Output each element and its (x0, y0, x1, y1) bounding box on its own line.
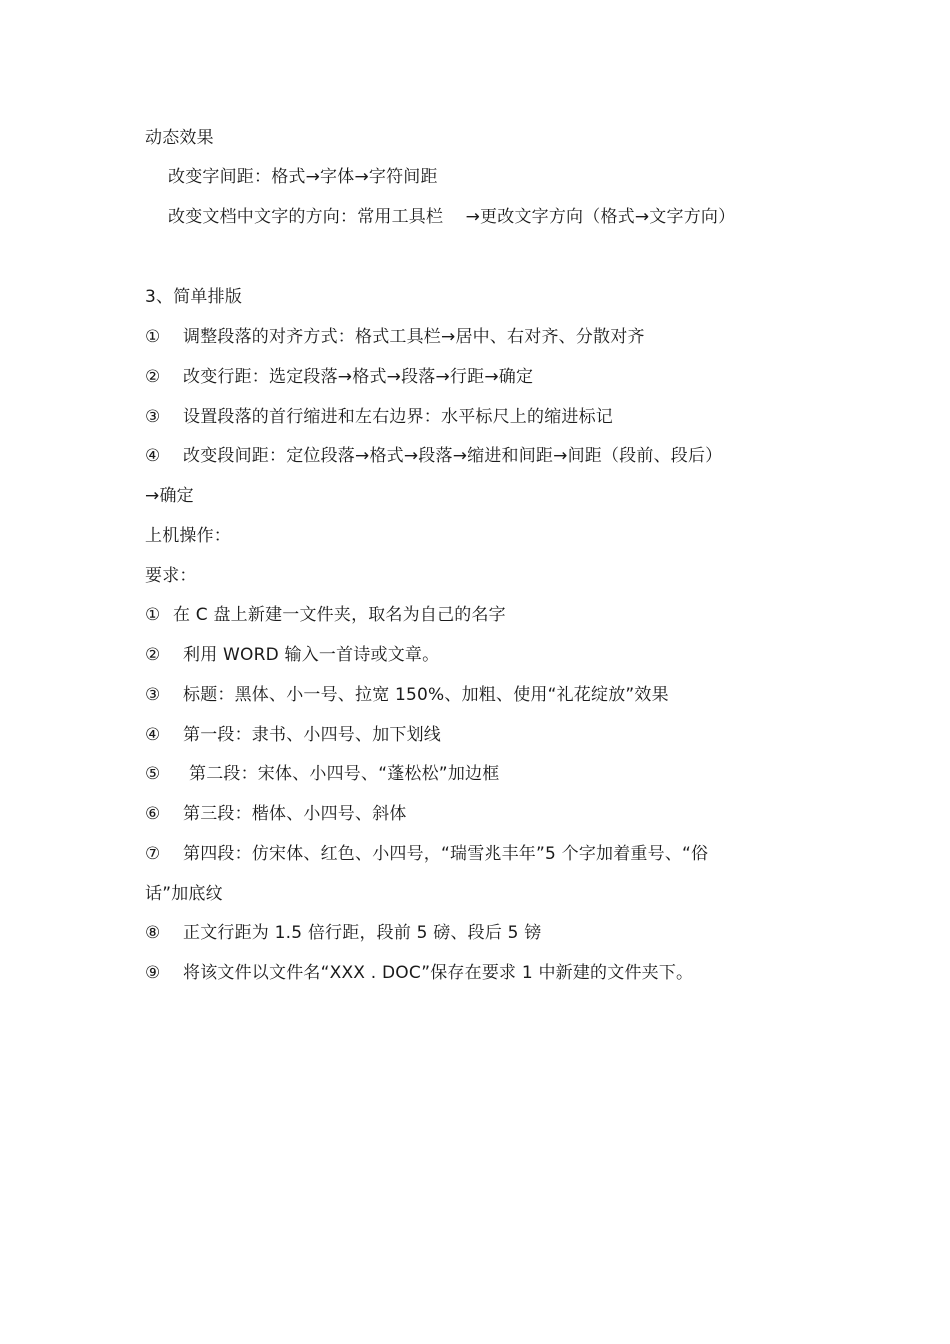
item-number: ⑦ (145, 844, 161, 864)
requirement-2 (145, 643, 439, 667)
requirement-5 (145, 762, 499, 786)
item-text: 在 C 盘上新建一文件夹，取名为自己的名字 (173, 605, 506, 625)
item-text: 改变段间距：定位段落→格式→段落→缩进和间距→间距（段前、段后） (183, 446, 723, 466)
section3-item-4-continuation: →确定 (145, 486, 194, 506)
requirement-7 (145, 842, 708, 866)
item-number: ⑧ (145, 923, 161, 943)
dynamic-effects-heading: 动态效果 (145, 128, 214, 148)
item-number: ② (145, 367, 161, 387)
requirement-9 (145, 961, 693, 985)
practice-heading: 上机操作： (145, 526, 231, 546)
item-text: 改变行距：选定段落→格式→段落→行距→确定 (183, 367, 534, 387)
requirements-label: 要求： (145, 566, 197, 586)
requirement-8 (145, 921, 542, 945)
requirement-4 (145, 723, 441, 747)
section3-heading: 3、简单排版 (145, 287, 243, 307)
item-text: 第三段：楷体、小四号、斜体 (183, 804, 407, 824)
item-text: 正文行距为 1.5 倍行距，段前 5 磅、段后 5 镑 (183, 923, 542, 943)
item-number: ③ (145, 685, 161, 705)
dynamic-effects-item-2: 改变文档中文字的方向：常用工具栏 →更改文字方向（格式→文字方向） (168, 207, 736, 227)
dynamic-effects-item-1: 改变字间距：格式→字体→字符间距 (168, 167, 438, 187)
requirement-1 (145, 603, 506, 627)
requirement-3 (145, 683, 669, 707)
item-number: ④ (145, 725, 161, 745)
item-text: 第四段：仿宋体、红色、小四号，“瑞雪兆丰年”5 个字加着重号、“俗 (183, 844, 709, 864)
item-text: 第一段：隶书、小四号、加下划线 (183, 725, 441, 745)
item-number: ① (145, 327, 161, 347)
requirement-6 (145, 802, 407, 826)
item-number: ③ (145, 407, 161, 427)
section3-item-4 (145, 444, 722, 468)
section3-item-1 (145, 325, 645, 349)
item-number: ① (145, 605, 161, 625)
item-text: 第二段：宋体、小四号、“蓬松松”加边框 (189, 764, 500, 784)
item-text: 调整段落的对齐方式：格式工具栏→居中、右对齐、分散对齐 (183, 327, 645, 347)
item-number: ⑥ (145, 804, 161, 824)
item-number: ④ (145, 446, 161, 466)
item-text: 标题：黑体、小一号、拉宽 150%、加粗、使用“礼花绽放”效果 (183, 685, 669, 705)
item-number: ② (145, 645, 161, 665)
item-number: ⑤ (145, 764, 161, 784)
item-number: ⑨ (145, 963, 161, 983)
requirement-7-continuation: 话”加底纹 (145, 884, 223, 904)
item-text: 将该文件以文件名“XXX . DOC”保存在要求 1 中新建的文件夹下。 (183, 963, 694, 983)
item-text: 设置段落的首行缩进和左右边界：水平标尺上的缩进标记 (183, 407, 613, 427)
section3-item-2 (145, 365, 533, 389)
item-text: 利用 WORD 输入一首诗或文章。 (183, 645, 440, 665)
section3-item-3 (145, 405, 613, 429)
